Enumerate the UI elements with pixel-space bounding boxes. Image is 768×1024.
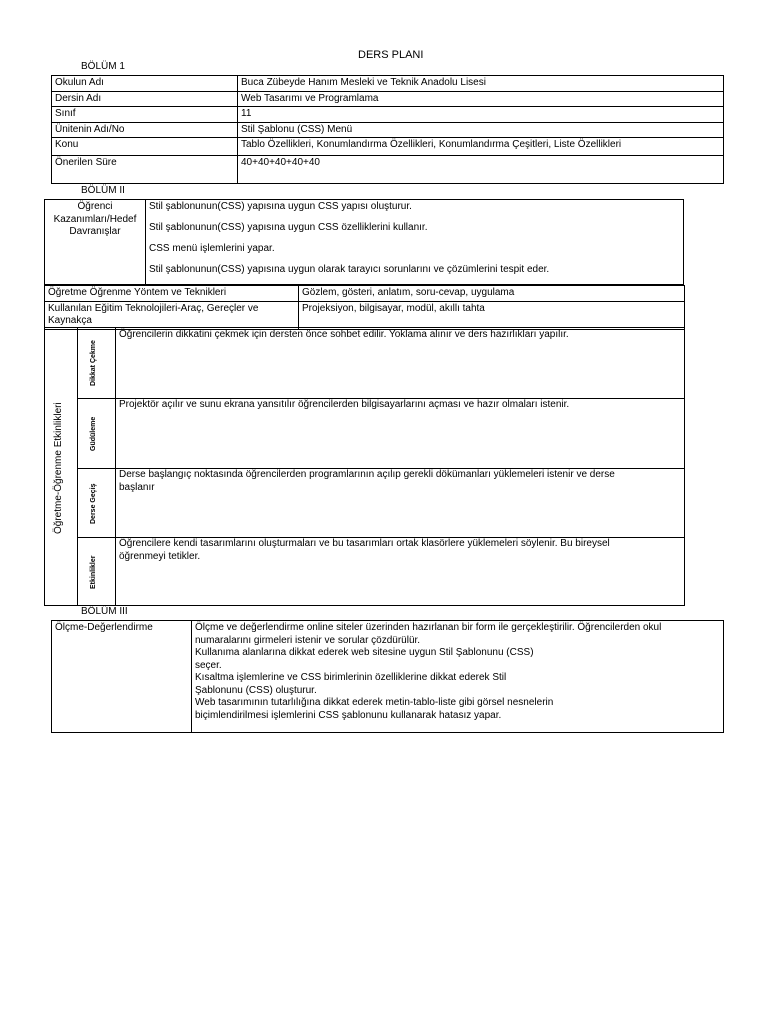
activity-text: Öğrencilere kendi tasarımlarını oluşturmaları ve bu tasarımları ortak klasörlere yüklemeleri söylenir. Bu bireysel öğrenmeyi tetikler. (119, 538, 610, 562)
arac-value: Projeksiyon, bilgisayar, modül, akıllı tahta (299, 301, 685, 329)
section3-table (51, 620, 724, 733)
activity-row (77, 398, 684, 469)
activities-box (44, 327, 685, 606)
section1-table (51, 75, 724, 184)
table-row (45, 301, 685, 329)
section3-content (192, 621, 724, 733)
yontem-value: Gözlem, gösteri, anlatım, soru-cevap, uygulama (299, 286, 685, 302)
row-value: 11 (238, 107, 724, 123)
kazanim-box (44, 199, 684, 285)
list-item: CSS menü işlemlerini yapar. (149, 243, 275, 254)
activities-side-cell (45, 328, 78, 605)
table-row (52, 138, 724, 156)
activity-label: Dikkat Çekme (90, 340, 97, 387)
table-row (52, 91, 724, 107)
row-label: Sınıf (52, 107, 238, 123)
yontem-label: Öğretme Öğrenme Yöntem ve Teknikleri (45, 286, 299, 302)
list-item: Kısaltma işlemlerine ve CSS birimlerinin özelliklerine dikkat ederek Stil Şablonunu (CSS) oluşturur. (195, 672, 507, 696)
list-item: Kullanıma alanlarına dikkat ederek web sitesine uygun Stil Şablonunu (CSS) seçer. (195, 647, 534, 671)
row-label: Konu (52, 138, 238, 156)
row-label: Okulun Adı (52, 76, 238, 92)
row-value: Web Tasarımı ve Programlama (238, 91, 724, 107)
section1-heading: BÖLÜM 1 (81, 61, 125, 72)
activity-label-cell (77, 537, 116, 605)
activity-label-cell (77, 468, 116, 537)
table-row (45, 286, 685, 302)
activities-label: Öğretme-Öğrenme Etkinlikleri (53, 402, 64, 534)
row-label: Dersin Adı (52, 91, 238, 107)
table-row (52, 107, 724, 123)
row-value: Stil Şablonu (CSS) Menü (238, 122, 724, 138)
section2-heading: BÖLÜM II (81, 185, 125, 196)
list-item: Ölçme ve değerlendirme online siteler üzerinden hazırlanan bir form ile gerçekleştirilir. Öğrencilerden okul numaralarını girmeleri istenir ve sorular çözdürülür. (195, 622, 662, 646)
activity-row (77, 328, 684, 399)
activity-row (77, 537, 684, 605)
kazanim-label: Öğrenci Kazanımları/Hedef Davranışlar (53, 201, 137, 237)
section3-heading: BÖLÜM III (81, 606, 128, 617)
list-item: Stil şablonunun(CSS) yapısına uygun CSS özelliklerini kullanır. (149, 222, 428, 233)
table-row (52, 76, 724, 92)
arac-label: Kullanılan Eğitim Teknolojileri-Araç, Gereçler ve Kaynakça (45, 301, 299, 329)
list-item: Stil şablonunun(CSS) yapısına uygun olarak tarayıcı sorunlarını ve çözümlerini tespit eder. (149, 264, 550, 275)
activity-label: Güdüleme (90, 416, 97, 451)
kazanim-list (149, 201, 679, 285)
list-item: Stil şablonunun(CSS) yapısına uygun CSS yapısı oluşturur. (149, 201, 412, 212)
activity-label-cell (77, 398, 116, 468)
activity-text: Öğrencilerin dikkatini çekmek için dersten önce sohbet edilir. Yoklama alınır ve ders hazırlıkları yapılır. (119, 329, 569, 340)
row-label: Önerilen Süre (52, 156, 238, 184)
activity-label: Etkinlikler (90, 555, 97, 590)
table-row (52, 156, 724, 184)
section3-label: Ölçme-Değerlendirme (52, 621, 192, 733)
page-title: DERS PLANI (358, 49, 424, 61)
activity-row (77, 468, 684, 538)
table-row (52, 621, 724, 733)
activity-label: Derse Geçiş (90, 483, 97, 524)
activity-text: Projektör açılır ve sunu ekrana yansıtılır öğrencilerden bilgisayarlarını açması ve hazır olmaları istenir. (119, 399, 570, 410)
table-row (52, 122, 724, 138)
kazanim-label-cell (45, 200, 146, 284)
row-value: 40+40+40+40+40 (238, 156, 724, 184)
row-value: Buca Zübeyde Hanım Mesleki ve Teknik Anadolu Lisesi (238, 76, 724, 92)
row-label: Ünitenin Adı/No (52, 122, 238, 138)
row-value: Tablo Özellikleri, Konumlandırma Özellikleri, Konumlandırma Çeşitleri, Liste Özellikleri (238, 138, 724, 156)
activity-label-cell (77, 328, 116, 398)
list-item: Web tasarımının tutarlılığına dikkat ederek metin-tablo-liste gibi görsel nesnelerin biçimlendirilmesi işlemlerini CSS şablonunu kullanarak hatasız yapar. (195, 697, 554, 721)
methods-table (44, 285, 685, 330)
activity-text: Derse başlangıç noktasında öğrencilerden programlarının açılıp gerekli dökümanları yüklemeleri istenir ve derse başlanır (119, 469, 615, 493)
